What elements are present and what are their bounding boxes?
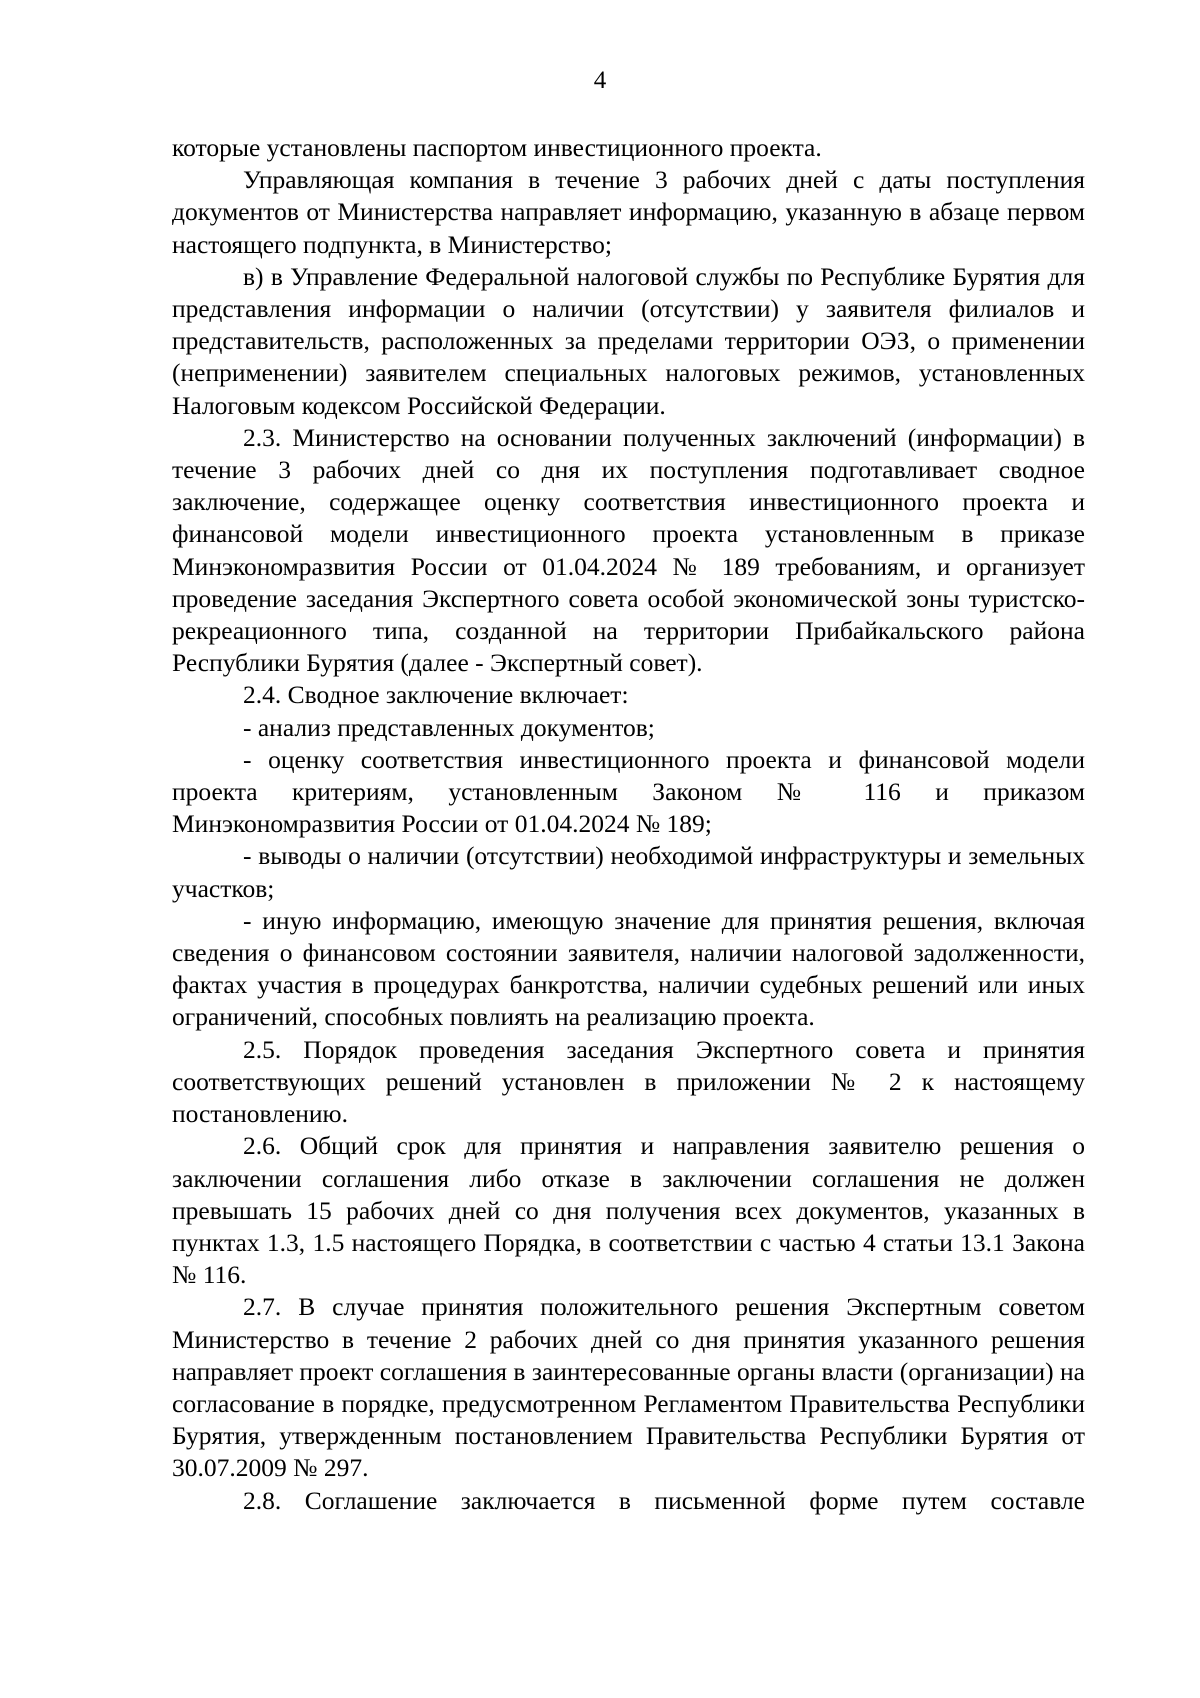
- paragraph-2-4: 2.4. Сводное заключение включает:: [243, 680, 629, 710]
- paragraph-managing-company: Управляющая компания в течение 3 рабочих дней с даты поступления документов от Министерства направляет информацию, указанную в абзаце первом настоящего подпункта, в Министерство;: [172, 165, 1085, 259]
- document-body: [172, 132, 1085, 1517]
- list-item-conclusions: - выводы о наличии (отсутствии) необходимой инфраструктуры и земельных участков;: [172, 841, 1085, 903]
- list-item-analysis: - анализ представленных документов;: [243, 712, 655, 742]
- list-item-other-info: - иную информацию, имеющую значение для принятия решения, включая сведения о финансовом состоянии заявителя, наличии налоговой задолженности, фактах участия в процедурах банкротства, наличии судебных решений или иных ограничений, способных повлиять на реализацию проекта.: [172, 905, 1085, 1032]
- paragraph-2-3: 2.3. Министерство на основании полученных заключений (информации) в течение 3 рабочих дней со дня их поступления подготавливает сводное заключение, содержащее оценку соответствия инвестиционного проекта и финансовой модели инвестиционного проекта установленным в приказе Минэкономразвития России от 01.04.2024 № 189 требованиям, и организует проведение заседания Экспертного совета особой экономической зоны туристско-рекреационного типа, созданной на территории Прибайкальского района Республики Бурятия (далее - Экспертный совет).: [172, 422, 1085, 678]
- page-number: 4: [593, 67, 607, 94]
- paragraph-continuation: которые установлены паспортом инвестиционного проекта.: [172, 133, 822, 162]
- paragraph-2-5: 2.5. Порядок проведения заседания Экспертного совета и принятия соответствующих решений установлен в приложении № 2 к настоящему постановлению.: [172, 1034, 1085, 1129]
- paragraph-2-8: 2.8. Соглашение заключается в письменной форме путем составле: [243, 1485, 1085, 1515]
- list-item-assessment: - оценку соответствия инвестиционного проекта и финансовой модели проекта критериям, установленным Законом № 116 и приказом Минэкономразвития России от 01.04.2024 № 189;: [172, 744, 1085, 839]
- paragraph-item-v-tax-service: в) в Управление Федеральной налоговой службы по Республике Бурятия для представления информации о наличии (отсутствии) у заявителя филиалов и представительств, расположенных за пределами территории ОЭЗ, о применении (неприменении) заявителем специальных налоговых режимов, установленных Налоговым кодексом Российской Федерации.: [172, 261, 1085, 420]
- paragraph-2-6: 2.6. Общий срок для принятия и направления заявителю решения о заключении соглашения либо отказе в заключении соглашения не должен превышать 15 рабочих дней со дня получения всех документов, указанных в пунктах 1.3, 1.5 настоящего Порядка, в соответствии с частью 4 статьи 13.1 Закона № 116.: [172, 1131, 1085, 1290]
- paragraph-2-7: 2.7. В случае принятия положительного решения Экспертным советом Министерство в течение 2 рабочих дней со дня принятия указанного решения направляет проект соглашения в заинтересованные органы власти (организации) на согласование в порядке, предусмотренном Регламентом Правительства Республики Бурятия, утвержденным постановлением Правительства Республики Бурятия от 30.07.2009 № 297.: [172, 1292, 1085, 1483]
